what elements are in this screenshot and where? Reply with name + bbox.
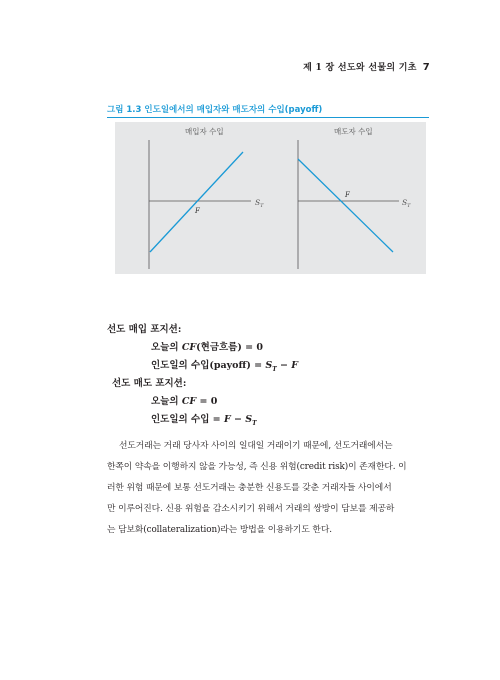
right-point-label: F bbox=[345, 191, 350, 199]
left-point-label: F bbox=[195, 207, 200, 215]
paragraph-line: 한쪽이 약속을 이행하지 않을 가능성, 즉 신용 위험(credit risk)이 존재한다. 이 bbox=[107, 462, 407, 472]
running-header bbox=[0, 60, 430, 73]
paragraph-line: 선도거래는 거래 당사자 사이의 일대일 거래이기 때문에, 선도거래에서는 bbox=[119, 441, 393, 451]
page-number: 7 bbox=[422, 62, 430, 73]
figure-caption: 그림 1.3 인도일에서의 매입자와 매도자의 수입(payoff) bbox=[107, 105, 323, 115]
payoff-diagram bbox=[115, 122, 426, 274]
right-axis-label: $S_T$ bbox=[402, 198, 411, 209]
buyer-payoff-line bbox=[150, 152, 243, 252]
paragraph-line: 러한 위험 때문에 보통 선도거래는 충분한 신용도를 갖춘 거래자들 사이에서 bbox=[107, 483, 392, 493]
sell-payoff-formula: $F - S_T$ bbox=[223, 414, 257, 427]
payoff-figure bbox=[115, 122, 426, 274]
buy-delivery-payoff: 인도일의 수입(payoff) = $S_T - F$ bbox=[151, 360, 299, 373]
chapter-title: 제 1 장 선도와 선물의 기초 bbox=[303, 63, 417, 73]
sell-delivery-payoff: 인도일의 수입 = $F - S_T$ bbox=[151, 414, 257, 427]
credit-risk-paragraph bbox=[107, 436, 432, 541]
right-panel-title: 매도자 수입 bbox=[334, 127, 373, 136]
paragraph-line: 만 이루어진다. 신용 위험을 감소시키기 위해서 거래의 쌍방이 담보를 제공하 bbox=[107, 504, 395, 514]
figure-caption-rule bbox=[107, 117, 429, 118]
seller-payoff-line bbox=[298, 159, 393, 252]
buy-today-cf: 오늘의 CF(현금흐름) = 0 bbox=[151, 342, 264, 353]
sell-today-cf: 오늘의 CF = 0 bbox=[151, 396, 218, 407]
buy-position-heading: 선도 매입 포지션: bbox=[107, 324, 182, 335]
left-panel-title: 매입자 수입 bbox=[185, 127, 224, 136]
sell-position-heading: 선도 매도 포지션: bbox=[112, 378, 187, 389]
buy-payoff-formula: $S_T - F$ bbox=[265, 360, 299, 373]
paragraph-line: 는 담보화(collateralization)라는 방법을 이용하기도 한다. bbox=[107, 525, 332, 535]
left-axis-label: $S_T$ bbox=[255, 198, 264, 209]
